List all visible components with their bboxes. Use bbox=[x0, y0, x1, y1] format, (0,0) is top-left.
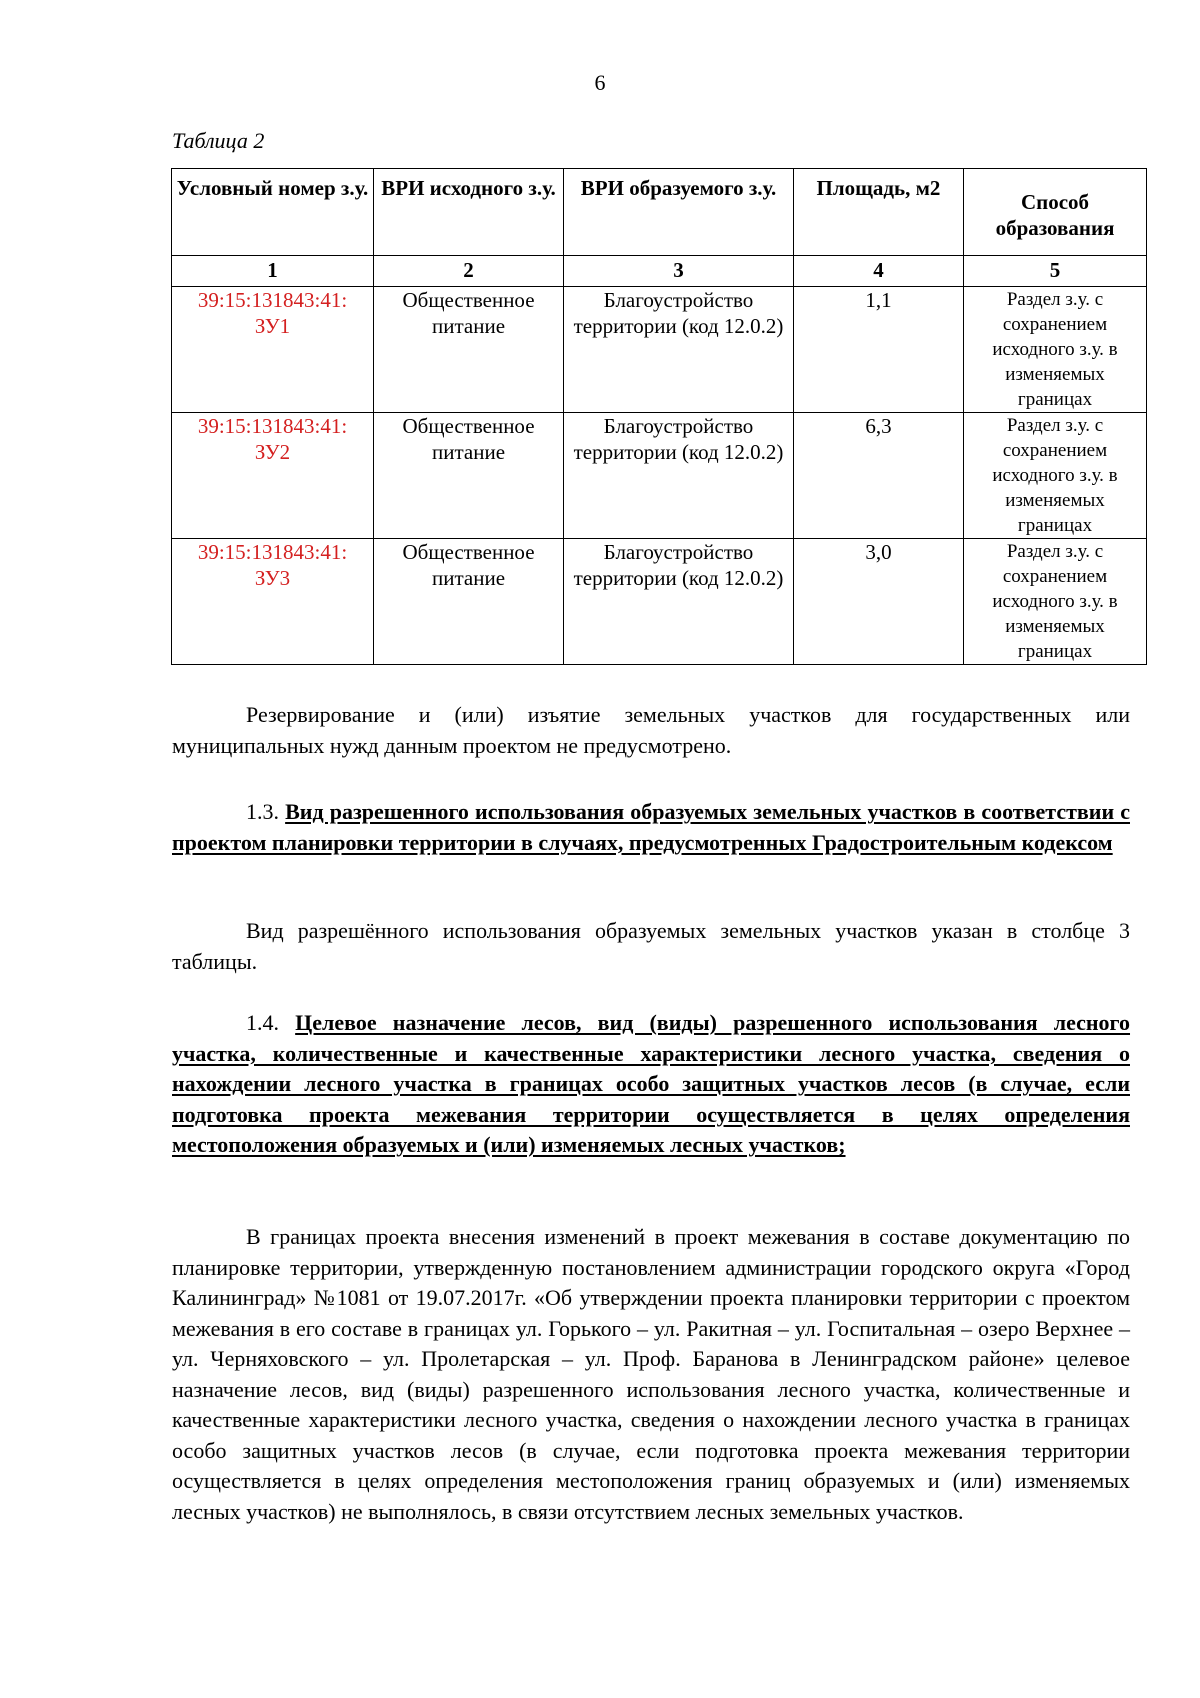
section-1-3-heading bbox=[172, 797, 1130, 858]
cadastral-number: 39:15:131843:41: bbox=[197, 540, 348, 564]
section-1-4-heading bbox=[172, 1008, 1130, 1161]
column-number: 2 bbox=[374, 256, 564, 287]
vri-formed-cell: Благоустройство территории (код 12.0.2) bbox=[564, 287, 794, 413]
header-vri-source: ВРИ исходного з.у. bbox=[374, 169, 564, 256]
method-cell: Раздел з.у. с сохранением исходного з.у. в изменяемых границах bbox=[964, 413, 1147, 539]
area-cell: 1,1 bbox=[794, 287, 964, 413]
table-row bbox=[172, 287, 1147, 413]
header-vri-formed: ВРИ образуемого з.у. bbox=[564, 169, 794, 256]
page-number: 6 bbox=[594, 70, 606, 95]
header-method: Способ образования bbox=[964, 169, 1147, 256]
land-plots-table bbox=[171, 168, 1147, 665]
cond-number-cell bbox=[172, 539, 374, 665]
section-1-3-text: Вид разрешённого использования образуемых земельных участков указан в столбце 3 таблицы. bbox=[172, 918, 1130, 974]
table-caption: Таблица 2 bbox=[172, 128, 265, 153]
table-header-row bbox=[172, 169, 1147, 256]
area-cell: 6,3 bbox=[794, 413, 964, 539]
cadastral-number: 39:15:131843:41: bbox=[197, 414, 348, 438]
plot-label: ЗУ1 bbox=[254, 314, 291, 338]
reservation-paragraph bbox=[172, 700, 1130, 761]
header-area: Площадь, м2 bbox=[794, 169, 964, 256]
section-1-3-paragraph bbox=[172, 916, 1130, 977]
section-1-4-paragraph bbox=[172, 1222, 1130, 1527]
cond-number-cell bbox=[172, 287, 374, 413]
plot-label: ЗУ2 bbox=[254, 440, 291, 464]
cond-number-cell bbox=[172, 413, 374, 539]
column-number: 4 bbox=[794, 256, 964, 287]
section-title: Вид разрешенного использования образуемых земельных участков в соответствии с проектом планировки территории в случаях, предусмотренных Градостроительным кодексом bbox=[172, 799, 1130, 855]
method-cell: Раздел з.у. с сохранением исходного з.у. в изменяемых границах bbox=[964, 539, 1147, 665]
vri-formed-cell: Благоустройство территории (код 12.0.2) bbox=[564, 539, 794, 665]
plot-label: ЗУ3 bbox=[254, 566, 291, 590]
header-cond-number: Условный номер з.у. bbox=[172, 169, 374, 256]
area-cell: 3,0 bbox=[794, 539, 964, 665]
method-cell: Раздел з.у. с сохранением исходного з.у. в изменяемых границах bbox=[964, 287, 1147, 413]
vri-source-cell: Общественное питание bbox=[374, 539, 564, 665]
column-number: 3 bbox=[564, 256, 794, 287]
vri-formed-cell: Благоустройство территории (код 12.0.2) bbox=[564, 413, 794, 539]
column-numbers-row bbox=[172, 256, 1147, 287]
cadastral-number: 39:15:131843:41: bbox=[197, 288, 348, 312]
section-number: 1.4. bbox=[246, 1010, 279, 1035]
column-number: 1 bbox=[172, 256, 374, 287]
column-number: 5 bbox=[964, 256, 1147, 287]
table-row bbox=[172, 413, 1147, 539]
reservation-text: Резервирование и (или) изъятие земельных участков для государственных или муниципальных нужд данным проектом не предусмотрено. bbox=[172, 702, 1130, 758]
table-row bbox=[172, 539, 1147, 665]
vri-source-cell: Общественное питание bbox=[374, 287, 564, 413]
section-number: 1.3. bbox=[246, 799, 279, 824]
section-1-4-text: В границах проекта внесения изменений в проект межевания в составе документацию по планировке территории, утвержденную постановлением администрации городского округа «Город Калининград» №1081 от 19.07.2017г. «Об утверждении проекта планировки территории с проектом межевания в его составе в границах ул. Горького – ул. Ракитная – ул. Госпитальная – озеро Верхнее – ул. Черняховского – ул. Пролетарская – ул. Проф. Баранова в Ленинградском районе» целевое назначение лесов, вид (виды) разрешенного использования лесного участка, количественные и качественные характеристики лесного участка, сведения о нахождении лесного участка в границах особо защитных участков лесов (в случае, если подготовка проекта межевания территории осуществляется в целях определения местоположения границ образуемых и (или) изменяемых лесных участков) не выполнялось, в связи отсутствием лесных земельных участков. bbox=[172, 1224, 1130, 1524]
vri-source-cell: Общественное питание bbox=[374, 413, 564, 539]
section-title: Целевое назначение лесов, вид (виды) разрешенного использования лесного участка, количественные и качественные характеристики лесного участка, сведения о нахождении лесного участка в границах особо защитных участков лесов (в случае, если подготовка проекта межевания территории осуществляется в целях определения местоположения образуемых и (или) изменяемых лесных участков; bbox=[172, 1010, 1131, 1157]
